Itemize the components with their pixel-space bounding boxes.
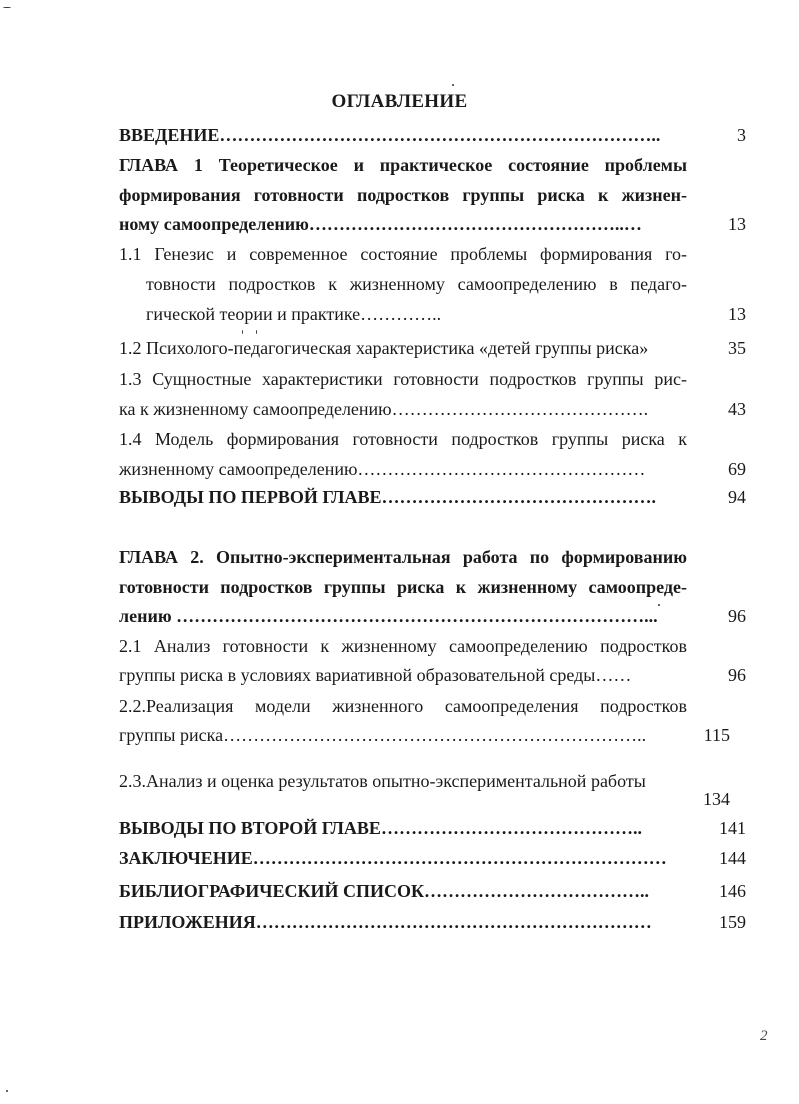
- toc-page-conclusions-chapter1: 94: [728, 487, 746, 507]
- toc-entry-1-1-line3: гической теории и практике…………..: [146, 304, 442, 324]
- toc-page-2-1: 96: [728, 665, 746, 685]
- page-title: ОГЛАВЛЕНИЕ: [331, 91, 468, 112]
- toc-page-1-3: 43: [728, 399, 746, 419]
- toc-page-conclusion: 144: [719, 848, 746, 868]
- toc-entry-conclusions-chapter1: ВЫВОДЫ ПО ПЕРВОЙ ГЛАВЕ……………………………………….: [119, 487, 657, 507]
- scan-speck: [452, 84, 454, 86]
- toc-entry-conclusion: ЗАКЛЮЧЕНИЕ……………………………………………………………: [119, 848, 667, 868]
- toc-entry-1-1-line2: товности подростков к жизненному самоопределению в педаго-: [146, 274, 687, 294]
- toc-page-conclusions-chapter2: 141: [719, 818, 746, 838]
- toc-entry-chapter1-line1: ГЛАВА 1 Теоретическое и практическое состояние проблемы: [119, 155, 687, 175]
- scan-speck: [3, 7, 11, 8]
- toc-entry-1-1-line1: 1.1 Генезис и современное состояние проблемы формирования го-: [119, 244, 687, 264]
- toc-page-1-4: 69: [728, 459, 746, 479]
- toc-page-appendices: 159: [719, 912, 746, 932]
- toc-page-bibliography: 146: [719, 881, 746, 901]
- scan-speck: [242, 330, 243, 334]
- toc-entry-2-1-line1: 2.1 Анализ готовности к жизненному самоопределению подростков: [119, 636, 687, 656]
- toc-page-chapter1: 13: [728, 214, 746, 234]
- toc-page-1-2: 35: [728, 338, 746, 358]
- toc-page-2-2: 115: [703, 725, 730, 745]
- toc-entry-2-2-line2: группы риска……………………………………………………………..: [119, 725, 647, 745]
- toc-entry-1-4-line2: жизненному самоопределению…………………………………………: [119, 459, 646, 479]
- toc-entry-conclusions-chapter2: ВЫВОДЫ ПО ВТОРОЙ ГЛАВЕ……………………………………..: [119, 818, 642, 838]
- toc-entry-chapter2-line3: лению ……………………………………………………………………...: [119, 606, 658, 626]
- scan-speck: [658, 604, 660, 606]
- toc-entry-2-1-line2: группы риска в условиях вариативной образовательной среды……: [119, 665, 632, 685]
- toc-entry-2-2-line1: 2.2.Реализация модели жизненного самоопределения подростков: [119, 696, 687, 716]
- toc-entry-1-4-line1: 1.4 Модель формирования готовности подростков группы риска к: [119, 429, 687, 449]
- toc-entry-1-3-line1: 1.3 Сущностные характеристики готовности подростков группы рис-: [119, 369, 687, 389]
- toc-entry-2-3: 2.3.Анализ и оценка результатов опытно-экспериментальной работы: [119, 771, 646, 791]
- toc-page-introduction: 3: [737, 125, 746, 145]
- toc-entry-chapter1-line3: ному самоопределению……………………………………………..…: [119, 214, 642, 234]
- toc-entry-chapter2-line1: ГЛАВА 2. Опытно-экспериментальная работа по формированию: [119, 547, 687, 567]
- page-corner-mark: 2: [760, 1028, 768, 1044]
- toc-entry-1-3-line2: ка к жизненному самоопределению…………………………………….: [119, 399, 649, 419]
- toc-entry-chapter2-line2: готовности подростков группы риска к жизненному самоопреде-: [119, 577, 687, 597]
- toc-entry-introduction: ВВЕДЕНИЕ………………………………………………………………..: [119, 125, 661, 145]
- toc-entry-1-2: 1.2 Психолого-педагогическая характеристика «детей группы риска»: [119, 338, 649, 358]
- scan-speck: [256, 330, 257, 334]
- toc-entry-bibliography: БИБЛИОГРАФИЧЕСКИЙ СПИСОК………………………………..: [119, 881, 650, 901]
- toc-page-chapter2: 96: [728, 606, 746, 626]
- toc-entry-chapter1-line2: формирования готовности подростков группы риска к жизнен-: [119, 185, 687, 205]
- scan-speck: [6, 1090, 8, 1092]
- toc-entry-appendices: ПРИЛОЖЕНИЯ…………………………………………………………: [119, 912, 652, 932]
- toc-page-1-1: 13: [728, 304, 746, 324]
- toc-page-2-3: 134: [703, 789, 730, 809]
